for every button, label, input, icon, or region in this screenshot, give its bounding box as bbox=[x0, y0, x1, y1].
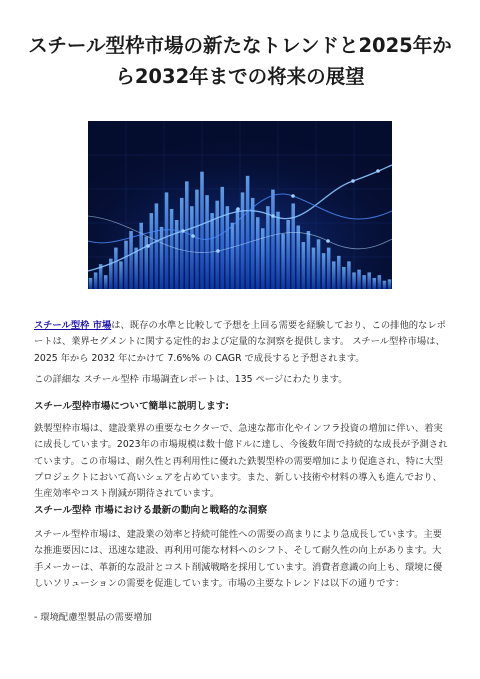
hero-bar bbox=[150, 213, 154, 289]
market-link[interactable]: スチール型枠 市場 bbox=[34, 320, 112, 331]
hero-bar bbox=[266, 206, 270, 289]
hero-bar bbox=[190, 206, 194, 289]
hero-dot bbox=[236, 207, 240, 211]
hero-bar bbox=[332, 261, 336, 289]
hero-bar bbox=[241, 192, 245, 289]
hero-bar bbox=[307, 231, 311, 289]
hero-bar bbox=[372, 278, 376, 289]
hero-bar bbox=[180, 198, 184, 289]
hero-bar bbox=[281, 234, 285, 289]
hero-bar bbox=[89, 278, 93, 289]
hero-dot bbox=[181, 229, 185, 233]
hero-bar bbox=[124, 241, 128, 289]
section1-body: 鉄製型枠市場は、建設業界の重要なセクターで、急速な都市化やインフラ投資の増加に伴い、着実に成長しています。2023年の市場規模は数十億ドルに達し、今後数年間で持続的な成長が予測されています。この市場は、耐久性と再利用性に優れた鉄製型枠の需要増加により促進され、特に大型プロジェクトにおいて高いシェアを占めています。また、新しい技術や材料の導入も進んでおり、生産効率やコスト削減が期待されています。 bbox=[34, 423, 448, 500]
hero-bar bbox=[388, 279, 392, 289]
hero-bar bbox=[256, 217, 260, 289]
hero-bar bbox=[210, 213, 214, 289]
section1-heading: スチール型枠市場について簡単に説明します: bbox=[34, 401, 230, 412]
section2-body: スチール型枠市場は、建設業の効率と持続可能性への需要の高まりにより急成長しています。主要な推進要因には、迅速な建設、再利用可能な材料へのシフト、そして耐久性の向上があります。大手メーカーは、革新的な設計とコスト削減戦略を採用しています。消費者意識の向上も、環境に優しいソリューションの需要を促進しています。市場の主要なトレンドは以下の通りです： bbox=[34, 529, 443, 589]
hero-bar bbox=[342, 267, 346, 289]
hero-bar bbox=[327, 248, 331, 289]
hero-dot bbox=[376, 169, 380, 173]
page-title: スチール型枠市場の新たなトレンドと2025年から2032年までの将来の展望 bbox=[28, 34, 452, 88]
hero-bar bbox=[322, 253, 326, 289]
hero-bar bbox=[215, 201, 219, 289]
hero-bar bbox=[271, 190, 275, 289]
hero-bar bbox=[220, 187, 224, 289]
section2-heading: スチール型枠 市場における最新の動向と戦略的な洞察 bbox=[34, 505, 268, 516]
hero-bar bbox=[302, 242, 306, 289]
hero-bar bbox=[251, 198, 255, 289]
hero-bar bbox=[160, 227, 164, 289]
hero-bar bbox=[362, 275, 366, 289]
hero-bar bbox=[246, 176, 250, 289]
hero-bar bbox=[312, 248, 316, 289]
hero-bar bbox=[200, 172, 204, 289]
hero-bar bbox=[134, 248, 138, 289]
hero-bar bbox=[195, 190, 199, 289]
hero-bar bbox=[276, 212, 280, 289]
hero-bar bbox=[291, 203, 295, 289]
hero-bar bbox=[352, 272, 356, 289]
hero-dot bbox=[271, 214, 275, 218]
hero-bar bbox=[205, 195, 209, 289]
hero-bar bbox=[226, 206, 230, 289]
hero-bar bbox=[104, 275, 108, 289]
hero-bar bbox=[317, 239, 321, 289]
hero-chart-image bbox=[88, 121, 392, 289]
hero-bar bbox=[185, 181, 189, 289]
hero-bar bbox=[286, 220, 290, 289]
hero-bar bbox=[155, 203, 159, 289]
hero-dot bbox=[291, 194, 295, 198]
hero-bar bbox=[378, 275, 382, 289]
hero-dot bbox=[146, 244, 150, 248]
hero-illustration bbox=[88, 121, 392, 289]
hero-bar bbox=[357, 270, 361, 289]
hero-dot bbox=[351, 179, 355, 183]
hero-dot bbox=[216, 249, 220, 253]
hero-bar bbox=[347, 261, 351, 289]
hero-bar bbox=[296, 226, 300, 289]
hero-dot bbox=[191, 234, 195, 238]
hero-dot bbox=[326, 239, 330, 243]
hero-bar bbox=[119, 261, 123, 289]
intro-text: は、既存の水準と比較して予想を上回る需要を経験しており、この排他的なレポートは、業界セグメントに関する定性的および定量的な洞察を提供します。 スチール型枠市場は、2025 年から 2032 年にかけて 7.6%% の CAGR で成長すると予想されます。 bbox=[34, 320, 446, 364]
hero-bar bbox=[337, 256, 341, 289]
hero-bar bbox=[383, 281, 387, 289]
hero-bar bbox=[94, 272, 98, 289]
hero-bar bbox=[129, 231, 133, 289]
hero-bar bbox=[165, 192, 169, 289]
report-pages-paragraph: この詳細な スチール型枠 市場調査レポートは、135 ページにわたります。 bbox=[34, 374, 348, 385]
bullet-item: - 環境配慮型製品の需要増加 bbox=[34, 612, 152, 623]
hero-bar bbox=[170, 209, 174, 289]
hero-bar bbox=[231, 223, 235, 289]
hero-bar bbox=[367, 272, 371, 289]
hero-bar bbox=[114, 248, 118, 289]
intro-paragraph bbox=[34, 318, 448, 367]
